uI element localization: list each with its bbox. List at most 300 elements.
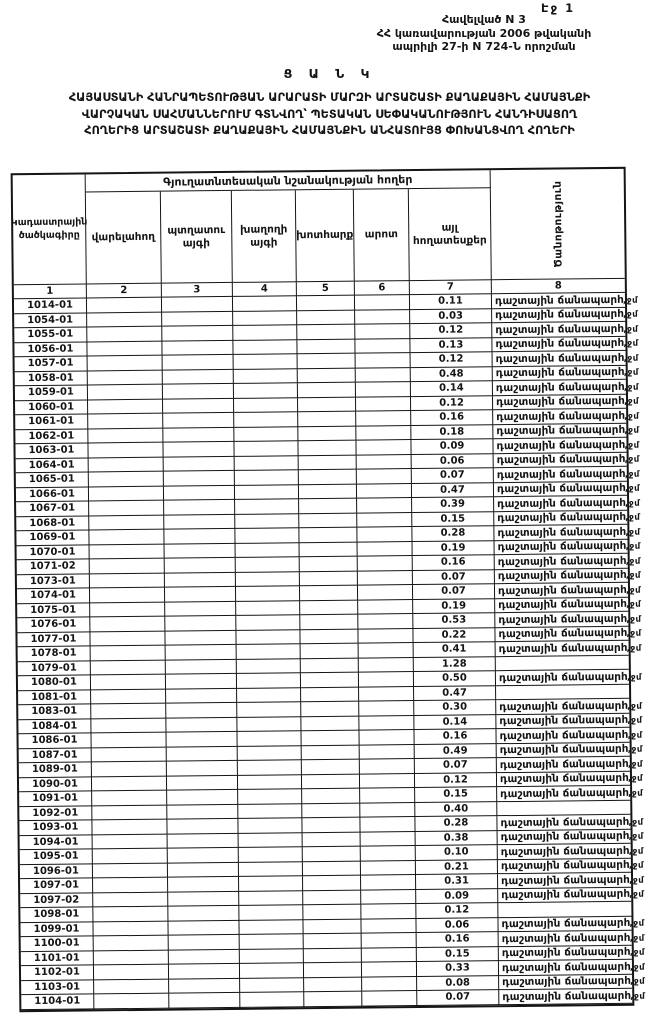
empty-cell xyxy=(237,688,301,703)
area-value-cell: 0.06 xyxy=(416,918,498,933)
area-value-cell: 0.16 xyxy=(414,729,496,744)
note-cell xyxy=(496,684,629,700)
note-cell: դաշտային ճանապարհ ,ջմ xyxy=(497,757,630,773)
note-cell: դաշտային ճանապարհ ,ջմ xyxy=(495,568,628,584)
area-value-cell: 0.07 xyxy=(415,758,497,773)
cadastral-code-cell: 1091-01 xyxy=(19,791,92,806)
empty-cell xyxy=(165,630,236,645)
cadastral-code-cell: 1086-01 xyxy=(19,733,92,748)
empty-cell xyxy=(169,935,240,950)
document-caption: Ց Ա Ն Կ xyxy=(283,66,376,81)
cadastral-code-cell: 1094-01 xyxy=(20,835,93,850)
empty-cell xyxy=(90,573,165,588)
empty-cell xyxy=(356,397,411,412)
note-overflow-fragment: ,ջմ xyxy=(624,469,640,480)
empty-cell xyxy=(165,572,236,587)
note-cell: դաշտային ճանապարհ ,ջմ xyxy=(498,858,631,874)
cadastral-code-cell: 1093-01 xyxy=(19,820,92,835)
empty-cell xyxy=(236,586,300,601)
land-parcel-table xyxy=(10,167,646,1012)
empty-cell xyxy=(87,341,162,356)
empty-cell xyxy=(162,326,233,341)
cadastral-code-cell: 1062-01 xyxy=(15,429,88,444)
note-overflow-fragment: ,ջմ xyxy=(625,556,641,567)
empty-cell xyxy=(164,456,235,471)
empty-cell xyxy=(166,732,237,747)
empty-cell xyxy=(299,484,357,499)
empty-cell xyxy=(92,820,167,835)
empty-cell xyxy=(297,339,355,354)
empty-cell xyxy=(91,689,166,704)
note-cell: դաշտային ճանապարհ ,ջմ xyxy=(497,771,630,787)
empty-cell xyxy=(168,862,239,877)
note-cell: դաշտային ճանապարհ ,ջմ xyxy=(495,554,628,570)
note-cell: դաշտային ճանապարհ ,ջմ xyxy=(495,626,628,642)
area-value-cell: 0.38 xyxy=(416,831,498,846)
empty-cell xyxy=(298,412,356,427)
empty-cell xyxy=(302,774,360,789)
empty-cell xyxy=(94,936,169,951)
empty-cell xyxy=(92,776,167,791)
area-value-cell: 0.14 xyxy=(414,715,496,730)
cadastral-code-cell: 1067-01 xyxy=(16,501,89,516)
empty-cell xyxy=(233,311,297,326)
area-value-cell: 0.39 xyxy=(412,497,494,512)
note-cell: դաշտային ճանապարհ ,ջմ xyxy=(498,829,631,845)
empty-cell xyxy=(238,804,302,819)
empty-cell xyxy=(300,615,358,630)
empty-cell xyxy=(162,340,233,355)
empty-cell xyxy=(300,571,358,586)
empty-cell xyxy=(236,557,300,572)
empty-cell xyxy=(166,645,237,660)
appendix-line-1: Հավելված N 3 xyxy=(442,13,526,26)
note-cell: դաշտային ճանապարհ ,ջմ xyxy=(492,307,625,323)
empty-cell xyxy=(88,370,163,385)
empty-cell xyxy=(360,774,415,789)
empty-cell xyxy=(299,455,357,470)
note-cell: դաշտային ճանապարհ ,ջմ xyxy=(493,394,626,410)
area-value-cell: 0.14 xyxy=(411,381,493,396)
empty-cell xyxy=(239,891,303,906)
empty-cell xyxy=(235,470,299,485)
note-cell xyxy=(496,655,629,671)
area-value-cell: 0.48 xyxy=(411,367,493,382)
empty-cell xyxy=(165,616,236,631)
empty-cell xyxy=(163,413,234,428)
area-value-cell: 0.15 xyxy=(412,512,494,527)
note-overflow-fragment: ,ջմ xyxy=(629,875,645,886)
empty-cell xyxy=(88,385,163,400)
area-value-cell: 0.16 xyxy=(417,932,499,947)
empty-cell xyxy=(237,717,301,732)
area-value-cell: 0.50 xyxy=(414,671,496,686)
document-title-line-3: ՀՈՂԵՐԻՑ ԱՐՏԱՇԱՏԻ ՔԱՂԱՔԱՅԻՆ ՀԱՄԱՅՆՔԻՆ ԱՆՀԱՏՈՒՅՑ ՓՈԽԱՆՑՎՈՂ ՀՈՂԵՐԻ xyxy=(84,124,575,137)
empty-cell xyxy=(92,747,167,762)
empty-cell xyxy=(238,789,302,804)
empty-cell xyxy=(239,905,303,920)
empty-cell xyxy=(300,557,358,572)
empty-cell xyxy=(169,964,240,979)
empty-cell xyxy=(166,674,237,689)
cadastral-code-column-header: Կադաստրային ծածկագիրը xyxy=(13,174,87,285)
note-overflow-fragment: ,ջմ xyxy=(623,324,639,335)
empty-cell xyxy=(361,890,416,905)
empty-cell xyxy=(357,527,412,542)
empty-cell xyxy=(303,919,361,934)
note-overflow-fragment: ,ջմ xyxy=(625,585,642,596)
empty-cell xyxy=(356,368,411,383)
empty-cell xyxy=(300,629,358,644)
empty-cell xyxy=(93,834,168,849)
cadastral-code-cell: 1059-01 xyxy=(15,385,88,400)
empty-cell xyxy=(234,398,298,413)
empty-cell xyxy=(164,500,235,515)
area-value-cell: 0.06 xyxy=(412,454,494,469)
empty-cell xyxy=(301,731,359,746)
empty-cell xyxy=(167,790,238,805)
empty-cell xyxy=(90,544,165,559)
note-overflow-fragment: ,ջմ xyxy=(626,599,642,610)
empty-cell xyxy=(299,513,357,528)
note-cell: դաշտային ճանապարհ ,ջմ xyxy=(494,452,627,468)
empty-cell xyxy=(301,687,359,702)
note-overflow-fragment: ,ջմ xyxy=(626,628,642,639)
cadastral-code-cell: 1060-01 xyxy=(15,400,88,415)
cadastral-code-cell: 1083-01 xyxy=(18,704,91,719)
area-value-cell: 0.19 xyxy=(413,599,495,614)
empty-cell xyxy=(358,571,413,586)
area-value-cell: 0.47 xyxy=(412,483,494,498)
note-cell: դաշտային ճանապարհ ,ջմ xyxy=(497,815,630,831)
empty-cell xyxy=(303,861,361,876)
area-value-cell: 0.15 xyxy=(417,947,499,962)
cadastral-code-cell: 1073-01 xyxy=(17,574,90,589)
cadastral-code-cell: 1014-01 xyxy=(14,298,87,313)
cadastral-code-cell: 1081-01 xyxy=(18,690,91,705)
empty-cell xyxy=(90,617,165,632)
empty-cell xyxy=(93,878,168,893)
note-overflow-fragment: ,ջմ xyxy=(622,295,639,306)
empty-cell xyxy=(300,600,358,615)
empty-cell xyxy=(165,558,236,573)
empty-cell xyxy=(357,469,412,484)
cadastral-code-cell: 1092-01 xyxy=(19,806,92,821)
column-number-7: 7 xyxy=(410,280,492,295)
empty-cell xyxy=(360,759,415,774)
area-value-cell: 0.47 xyxy=(414,686,496,701)
empty-cell xyxy=(300,586,358,601)
note-overflow-fragment: ,ջմ xyxy=(623,367,639,378)
empty-cell xyxy=(299,528,357,543)
area-value-cell: 0.28 xyxy=(412,526,494,541)
note-cell: դաշտային ճանապարհ ,ջմ xyxy=(498,844,631,860)
note-cell: դաշտային ճանապարհ ,ջմ xyxy=(496,699,629,715)
note-cell: դաշտային ճանապարհ ,ջմ xyxy=(493,380,626,396)
note-overflow-fragment: ,ջմ xyxy=(630,991,646,1002)
area-value-cell: 0.21 xyxy=(416,860,498,875)
cadastral-code-cell: 1102-01 xyxy=(21,965,94,980)
note-overflow-fragment: ,ջմ xyxy=(623,338,639,349)
note-overflow-fragment: ,ջմ xyxy=(627,715,643,726)
note-cell: դաշտային ճանապարհ ,ջմ xyxy=(499,989,632,1005)
empty-cell xyxy=(359,716,414,731)
note-cell: դաշտային ճանապարհ ,ջմ xyxy=(493,409,626,425)
cadastral-code-cell: 1068-01 xyxy=(16,516,89,531)
note-cell: դաշտային ճանապարհ ,ջմ xyxy=(492,293,625,309)
empty-cell xyxy=(240,992,304,1007)
note-overflow-fragment: ,ջմ xyxy=(628,817,644,828)
column-number-5: 5 xyxy=(297,282,355,297)
empty-cell xyxy=(360,745,415,760)
empty-cell xyxy=(166,703,237,718)
empty-cell xyxy=(238,818,302,833)
cadastral-code-cell: 1055-01 xyxy=(14,327,87,342)
note-cell: դաշտային ճանապարհ ,ջմ xyxy=(495,583,628,599)
cadastral-code-cell: 1063-01 xyxy=(15,443,88,458)
column-number-2: 2 xyxy=(87,284,162,299)
area-value-cell: 0.13 xyxy=(410,338,492,353)
area-value-cell: 0.12 xyxy=(411,396,493,411)
note-overflow-fragment: ,ջմ xyxy=(624,483,641,494)
empty-cell xyxy=(303,832,361,847)
empty-cell xyxy=(235,485,299,500)
empty-cell xyxy=(93,921,168,936)
empty-cell xyxy=(94,965,169,980)
note-cell: դաշտային ճանապարհ ,ջմ xyxy=(499,960,632,976)
empty-cell xyxy=(88,428,163,443)
empty-cell xyxy=(297,296,355,311)
appendix-line-2: ՀՀ կառավարության 2006 թվականի xyxy=(376,26,592,40)
empty-cell xyxy=(87,327,162,342)
note-overflow-fragment: ,ջմ xyxy=(629,918,645,929)
note-overflow-fragment: ,ջմ xyxy=(625,541,641,552)
empty-cell xyxy=(360,803,415,818)
note-overflow-fragment: ,ջմ xyxy=(629,947,645,958)
empty-cell xyxy=(362,991,417,1006)
note-cell: դաշտային ճանապարհ ,ջմ xyxy=(494,496,627,512)
note-overflow-fragment: ,ջմ xyxy=(627,773,644,784)
empty-cell xyxy=(162,311,233,326)
empty-cell xyxy=(297,310,355,325)
cadastral-code-cell: 1078-01 xyxy=(18,646,91,661)
cadastral-code-cell: 1075-01 xyxy=(17,603,90,618)
column-header-orchard: պտղատու այգի xyxy=(161,191,233,284)
empty-cell xyxy=(357,513,412,528)
area-value-cell: 0.07 xyxy=(413,570,495,585)
area-value-cell: 0.07 xyxy=(412,468,494,483)
cadastral-code-cell: 1066-01 xyxy=(16,487,89,502)
empty-cell xyxy=(356,440,411,455)
note-overflow-fragment: ,ջմ xyxy=(628,788,644,799)
empty-cell xyxy=(234,427,298,442)
note-cell: դաշտային ճանապարհ ,ջմ xyxy=(493,438,626,454)
area-value-cell: 0.28 xyxy=(415,816,497,831)
note-cell: դաշտային ճանապարհ ,ջմ xyxy=(496,713,629,729)
empty-cell xyxy=(303,847,361,862)
empty-cell xyxy=(94,979,169,994)
empty-cell xyxy=(301,658,359,673)
empty-cell xyxy=(164,471,235,486)
empty-cell xyxy=(237,731,301,746)
empty-cell xyxy=(164,514,235,529)
area-value-cell: 0.09 xyxy=(411,439,493,454)
note-cell: դաշտային ճանապարհ ,ջմ xyxy=(499,945,632,961)
empty-cell xyxy=(235,456,299,471)
note-overflow-fragment: ,ջմ xyxy=(628,846,644,857)
note-cell: դաշտային ճանապարհ ,ջմ xyxy=(498,887,631,903)
cadastral-code-cell: 1064-01 xyxy=(16,458,89,473)
empty-cell xyxy=(90,631,165,646)
empty-cell xyxy=(89,501,164,516)
empty-cell xyxy=(235,514,299,529)
empty-cell xyxy=(87,298,162,313)
empty-cell xyxy=(304,992,362,1007)
cadastral-code-cell: 1095-01 xyxy=(20,849,93,864)
note-cell: դաշտային ճանապարհ ,ջմ xyxy=(499,931,632,947)
area-value-cell: 0.12 xyxy=(415,773,497,788)
note-overflow-fragment: ,ջմ xyxy=(629,889,645,900)
empty-cell xyxy=(94,994,169,1009)
cadastral-code-cell: 1057-01 xyxy=(15,356,88,371)
empty-cell xyxy=(356,411,411,426)
empty-cell xyxy=(298,426,356,441)
note-overflow-fragment: ,ջմ xyxy=(624,411,640,422)
note-cell: դաշտային ճանապարհ ,ջմ xyxy=(494,467,627,483)
cadastral-code-cell: 1065-01 xyxy=(16,472,89,487)
cadastral-code-cell: 1061-01 xyxy=(15,414,88,429)
note-cell xyxy=(497,800,630,816)
empty-cell xyxy=(168,920,239,935)
empty-cell xyxy=(93,892,168,907)
cadastral-code-cell: 1087-01 xyxy=(19,748,92,763)
area-value-cell: 1.28 xyxy=(414,657,496,672)
area-value-cell: 0.08 xyxy=(417,976,499,991)
empty-cell xyxy=(301,644,359,659)
note-cell: դաշտային ճանապարհ ,ջմ xyxy=(494,481,627,497)
note-cell: դաշտային ճանապարհ ,ջմ xyxy=(499,974,632,990)
empty-cell xyxy=(168,891,239,906)
note-cell: դաշտային ճանապարհ ,ջմ xyxy=(498,873,631,889)
empty-cell xyxy=(356,353,411,368)
empty-cell xyxy=(168,848,239,863)
empty-cell xyxy=(357,455,412,470)
empty-cell xyxy=(303,905,361,920)
note-cell: դաշտային ճանապարհ ,ջմ xyxy=(495,597,628,613)
empty-cell xyxy=(299,499,357,514)
note-overflow-fragment: ,ջմ xyxy=(627,759,643,770)
area-value-cell: 0.53 xyxy=(413,613,495,628)
empty-cell xyxy=(359,643,414,658)
note-overflow-fragment: ,ջմ xyxy=(625,527,641,538)
note-cell: դաշտային ճանապարհ ,ջմ xyxy=(493,423,626,439)
column-number-4: 4 xyxy=(233,282,297,297)
cadastral-code-cell: 1074-01 xyxy=(17,588,90,603)
empty-cell xyxy=(302,818,360,833)
column-number-6: 6 xyxy=(355,281,410,296)
empty-cell xyxy=(234,412,298,427)
empty-cell xyxy=(233,340,297,355)
empty-cell xyxy=(166,717,237,732)
column-header-pasture: արոտ xyxy=(354,189,410,282)
empty-cell xyxy=(166,659,237,674)
empty-cell xyxy=(238,746,302,761)
empty-cell xyxy=(234,354,298,369)
cadastral-code-cell: 1103-01 xyxy=(21,980,94,995)
note-cell: դաշտային ճանապարհ ,ջմ xyxy=(495,612,628,628)
empty-cell xyxy=(167,819,238,834)
empty-cell xyxy=(235,499,299,514)
area-value-cell: 0.16 xyxy=(411,410,493,425)
empty-cell xyxy=(90,588,165,603)
empty-cell xyxy=(298,397,356,412)
empty-cell xyxy=(240,978,304,993)
empty-cell xyxy=(297,325,355,340)
empty-cell xyxy=(165,601,236,616)
empty-cell xyxy=(235,528,299,543)
cadastral-code-cell: 1077-01 xyxy=(17,632,90,647)
column-header-hayfield: խոտհարք xyxy=(296,190,355,283)
empty-cell xyxy=(91,718,166,733)
note-overflow-fragment: ,ջմ xyxy=(624,440,640,451)
empty-cell xyxy=(236,630,300,645)
empty-cell xyxy=(359,658,414,673)
agricultural-lands-group-header: Գյուղատնտեսական նշանակության հողեր xyxy=(86,170,491,192)
empty-cell xyxy=(163,442,234,457)
empty-cell xyxy=(168,906,239,921)
empty-cell xyxy=(168,877,239,892)
empty-cell xyxy=(302,745,360,760)
empty-cell xyxy=(359,701,414,716)
empty-cell xyxy=(359,687,414,702)
column-header-other-lands: այլ հողատեսքեր xyxy=(409,188,492,281)
empty-cell xyxy=(87,312,162,327)
empty-cell xyxy=(91,704,166,719)
empty-cell xyxy=(298,383,356,398)
note-overflow-fragment: ,ջմ xyxy=(625,498,641,509)
note-overflow-fragment: ,ջմ xyxy=(624,454,640,465)
note-overflow-fragment: ,ջմ xyxy=(625,512,641,523)
empty-cell xyxy=(304,963,362,978)
cadastral-code-cell: 1079-01 xyxy=(18,661,91,676)
empty-cell xyxy=(162,297,233,312)
empty-cell xyxy=(239,876,303,891)
empty-cell xyxy=(167,775,238,790)
empty-cell xyxy=(163,398,234,413)
empty-cell xyxy=(302,803,360,818)
empty-cell xyxy=(301,702,359,717)
note-overflow-fragment: ,ջմ xyxy=(627,730,643,741)
empty-cell xyxy=(360,788,415,803)
empty-cell xyxy=(92,791,167,806)
area-value-cell: 0.31 xyxy=(416,874,498,889)
empty-cell xyxy=(88,399,163,414)
area-value-cell: 0.10 xyxy=(416,845,498,860)
area-value-cell: 0.22 xyxy=(413,628,495,643)
area-value-cell: 0.12 xyxy=(411,352,493,367)
empty-cell xyxy=(355,324,410,339)
empty-cell xyxy=(88,414,163,429)
empty-cell xyxy=(89,457,164,472)
empty-cell xyxy=(359,672,414,687)
column-number-8: 8 xyxy=(492,279,625,294)
page-number: Էջ 1 xyxy=(541,1,576,15)
empty-cell xyxy=(358,614,413,629)
empty-cell xyxy=(302,789,360,804)
empty-cell xyxy=(234,383,298,398)
empty-cell xyxy=(298,441,356,456)
empty-cell xyxy=(164,529,235,544)
